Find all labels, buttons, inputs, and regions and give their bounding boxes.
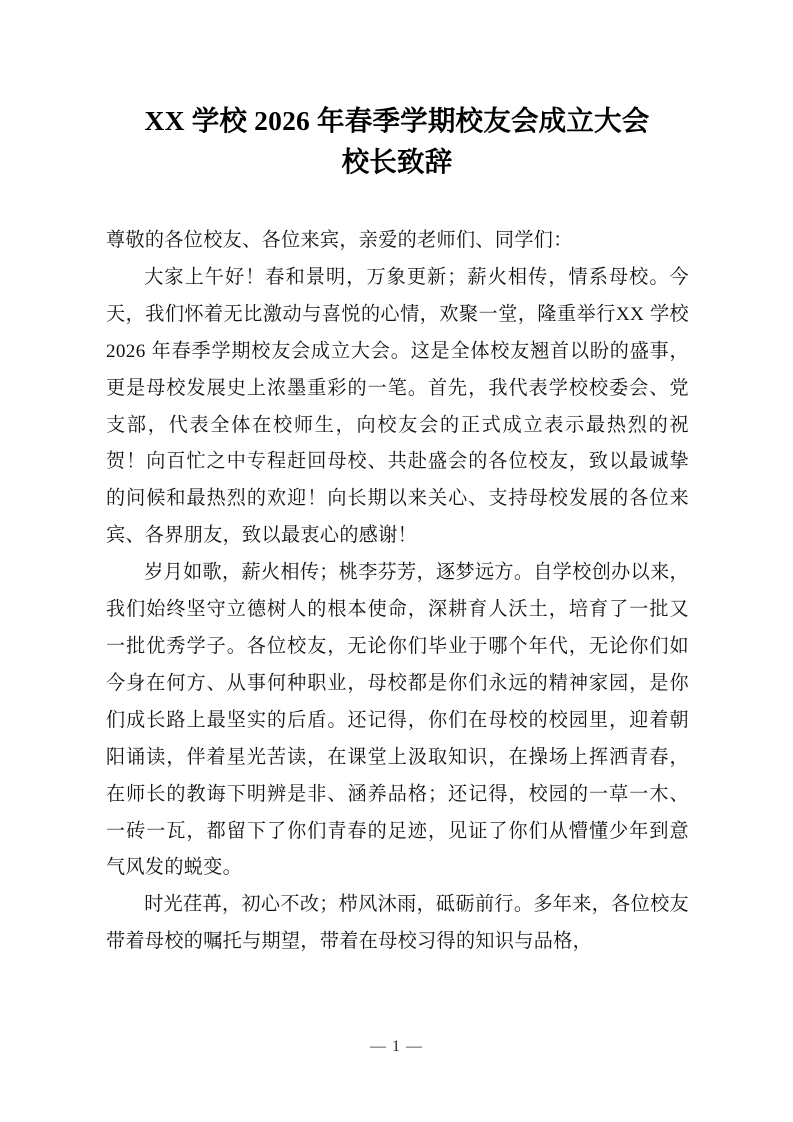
document-body (106, 223, 689, 961)
page-title (106, 100, 688, 182)
body-paragraph-2: 岁月如歌，薪火相传；桃李芬芳，逐梦远方。自学校创办以来，我们始终坚守立德树人的根本使命，深耕育人沃土，培育了一批又一批优秀学子。各位校友，无论你们毕业于哪个年代，无论你们如今身在何方、从事何种职业，母校都是你们永远的精神家园，是你们成长路上最坚实的后盾。还记得，你们在母校的校园里，迎着朝阳诵读，伴着星光苦读，在课堂上汲取知识，在操场上挥洒青春，在师长的教诲下明辨是非、涵养品格；还记得，校园的一草一木、一砖一瓦，都留下了你们青春的足迹，见证了你们从懵懂少年到意气风发的蜕变。 (106, 562, 689, 879)
page-title-line-1: XX 学校 2026 年春季学期校友会成立大会 (144, 105, 650, 136)
body-paragraph-3: 时光荏苒，初心不改；栉风沐雨，砥砺前行。多年来，各位校友带着母校的嘱托与期望，带着在母校习得的知识与品格， (106, 894, 689, 953)
salutation-line: 尊敬的各位校友、各位来宾，亲爱的老师们、同学们： (106, 230, 573, 251)
body-paragraph-1: 大家上午好！春和景明，万象更新；薪火相传，情系母校。今天，我们怀着无比激动与喜悦的心情，欢聚一堂，隆重举行XX 学校 2026 年春季学期校友会成立大会。这是全体校友翘首以盼的盛事，更是母校发展史上浓墨重彩的一笔。首先，我代表学校校委会、党支部，代表全体在校师生，向校友会的正式成立表示最热烈的祝贺！向百忙之中专程赶回母校、共赴盛会的各位校友，致以最诚挚的问候和最热烈的欢迎！向长期以来关心、支持母校发展的各位来宾、各界朋友，致以最衷心的感谢！ (106, 266, 689, 547)
page-title-line-2: 校长致辞 (341, 146, 453, 177)
page-number-footer: — 1 — (370, 1038, 423, 1055)
